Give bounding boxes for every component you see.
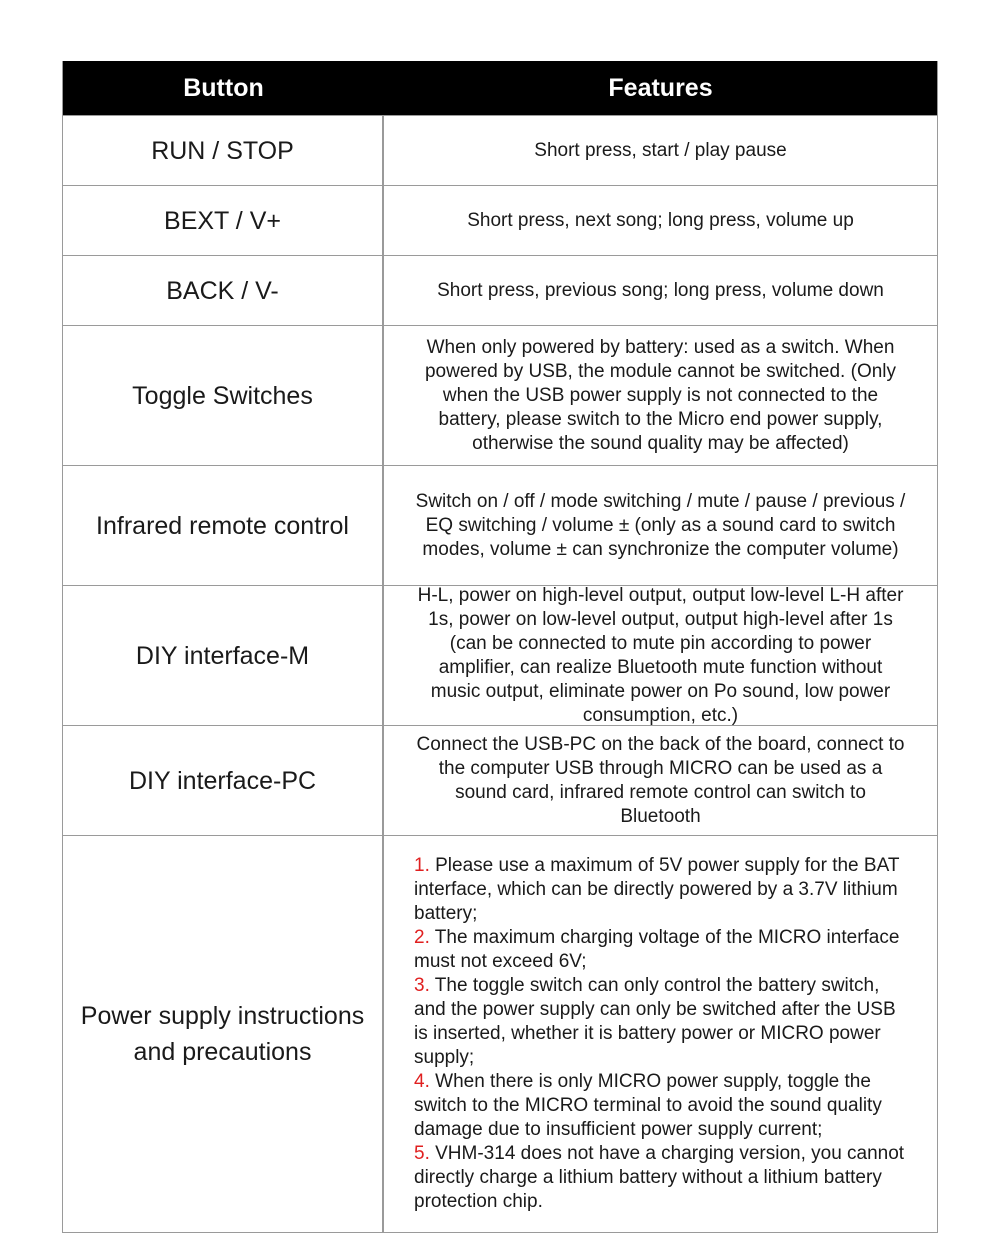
button-cell: BACK / V- — [63, 256, 384, 325]
table-header — [63, 61, 937, 115]
table-row — [63, 725, 937, 835]
note-text: The toggle switch can only control the battery switch, and the power supply can only be switched after the USB is inserted, whether it is battery power or MICRO power supply; — [414, 975, 896, 1068]
power-note — [414, 1142, 907, 1214]
power-notes-cell — [384, 836, 937, 1232]
power-note — [414, 926, 907, 974]
feature-cell: Switch on / off / mode switching / mute / pause / previous / EQ switching / volume ± (only as a sound card to switch modes, volume ± can synchronize the computer volume) — [415, 490, 906, 560]
note-number: 2. — [414, 927, 430, 948]
button-cell: RUN / STOP — [63, 116, 384, 185]
note-text: VHM-314 does not have a charging version, you cannot directly charge a lithium battery without a lithium battery protection chip. — [414, 1143, 905, 1212]
table-row — [63, 325, 937, 465]
feature-cell: Short press, next song; long press, volume up — [467, 209, 854, 231]
feature-cell: When only powered by battery: used as a switch. When powered by USB, the module cannot be switched. (Only when the USB power supply is not connected to the battery, please switch to the Micro end power supply, otherwise the sound quality may be affected) — [424, 336, 897, 454]
feature-cell: Short press, start / play pause — [534, 139, 787, 161]
features-table — [62, 61, 938, 1233]
note-number: 1. — [414, 855, 430, 876]
button-cell: DIY interface-M — [63, 586, 384, 725]
note-number: 5. — [414, 1143, 430, 1164]
header-button: Button — [183, 74, 264, 102]
note-number: 4. — [414, 1071, 430, 1092]
table-row — [63, 255, 937, 325]
feature-cell: H-L, power on high-level output, output low-level L-H after 1s, power on low-level output, output high-level after 1s (can be connected to mute pin according to power amplifier, can realize Bluetooth mute function without music output, eliminate power on Po sound, low power consumption, etc.) — [417, 584, 904, 726]
table-row — [63, 585, 937, 725]
note-text: When there is only MICRO power supply, toggle the switch to the MICRO terminal to avoid the sound quality damage due to insufficient power supply current; — [414, 1071, 882, 1140]
button-cell: Infrared remote control — [63, 466, 384, 585]
table-row — [63, 185, 937, 255]
button-cell: Toggle Switches — [63, 326, 384, 465]
button-cell: BEXT / V+ — [63, 186, 384, 255]
note-number: 3. — [414, 975, 430, 996]
power-note — [414, 854, 907, 926]
feature-cell: Short press, previous song; long press, volume down — [437, 279, 884, 301]
button-cell: Power supply instructions and precautions — [63, 836, 384, 1232]
header-features: Features — [608, 74, 713, 102]
power-note — [414, 1070, 907, 1142]
power-notes — [414, 854, 907, 1214]
table-row-power — [63, 835, 937, 1232]
table-row — [63, 465, 937, 585]
power-note — [414, 974, 907, 1070]
note-text: Please use a maximum of 5V power supply for the BAT interface, which can be directly powered by a 3.7V lithium battery; — [414, 855, 900, 924]
feature-cell: Connect the USB-PC on the back of the board, connect to the computer USB through MICRO can be used as a sound card, infrared remote control can switch to Bluetooth — [416, 733, 905, 827]
table-row — [63, 115, 937, 185]
button-cell: DIY interface-PC — [63, 726, 384, 835]
note-text: The maximum charging voltage of the MICRO interface must not exceed 6V; — [414, 927, 900, 972]
